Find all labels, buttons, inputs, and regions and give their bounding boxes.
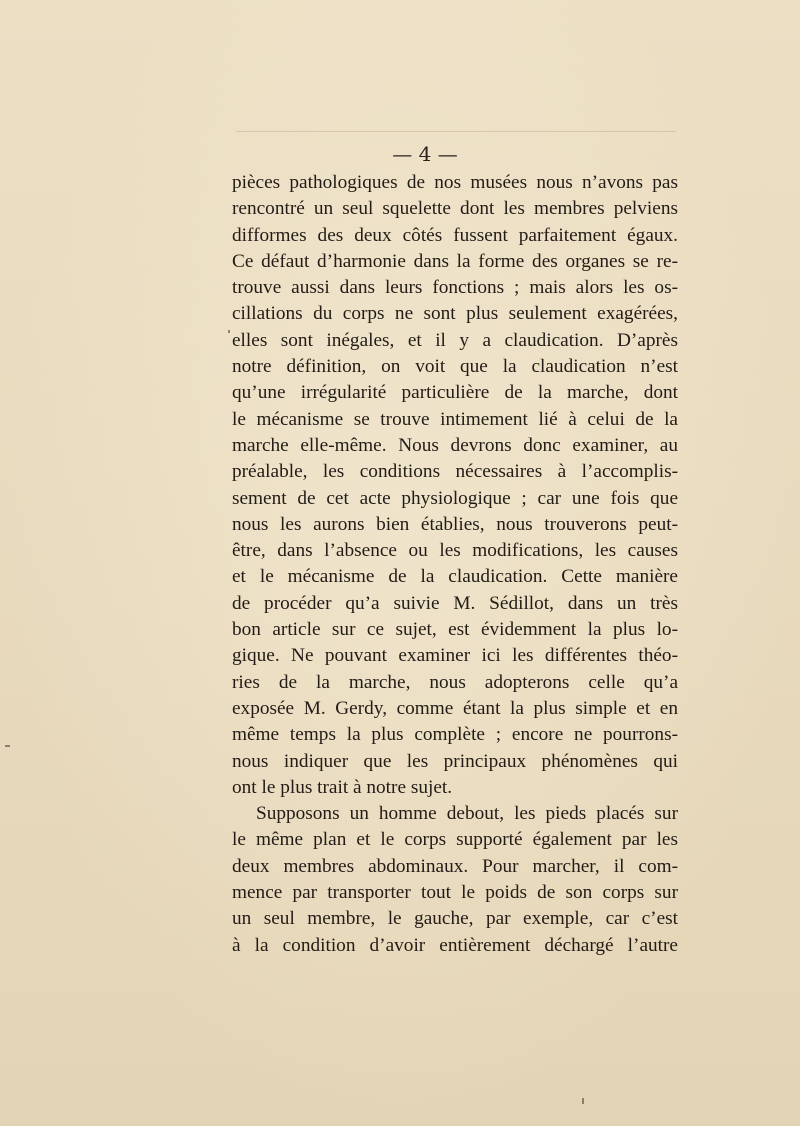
- text-line: rencontré un seul squelette dont les membres pelviens: [232, 198, 678, 220]
- text-line: marche elle-même. Nous devrons donc examiner, au: [232, 434, 678, 456]
- text-line: ries de la marche, nous adopterons celle qu’a: [232, 671, 678, 693]
- ink-speck: [582, 1098, 584, 1104]
- text-line: de procéder qu’a suivie M. Sédillot, dans un très: [232, 592, 678, 614]
- text-line: préalable, les conditions nécessaires à l’accomplis-: [232, 461, 678, 483]
- text-line: deux membres abdominaux. Pour marcher, il com-: [232, 855, 678, 877]
- body-text: [232, 170, 678, 959]
- text-line: trouve aussi dans leurs fonctions ; mais alors les os-: [232, 277, 678, 299]
- text-line: nous indiquer que les principaux phénomènes qui: [232, 750, 678, 772]
- text-line: qu’une irrégularité particulière de la marche, dont: [232, 382, 678, 404]
- text-line: un seul membre, le gauche, par exemple, car c’est: [232, 908, 678, 930]
- text-line: cillations du corps ne sont plus seulement exagérées,: [232, 303, 678, 325]
- text-line: même temps la plus complète ; encore ne pourrons-: [232, 724, 678, 746]
- text-line: elles sont inégales, et il y a claudication. D’après: [232, 329, 678, 351]
- top-rule: [236, 131, 676, 132]
- text-line: difformes des deux côtés fussent parfaitement égaux.: [232, 224, 678, 246]
- text-line: le mécanisme se trouve intimement lié à celui de la: [232, 408, 678, 430]
- text-line: et le mécanisme de la claudication. Cette manière: [232, 566, 678, 588]
- text-line: sement de cet acte physiologique ; car une fois que: [232, 487, 678, 509]
- page-number: — 4 —: [392, 142, 458, 166]
- text-line: gique. Ne pouvant examiner ici les différentes théo-: [232, 645, 678, 667]
- text-line: bon article sur ce sujet, est évidemment la plus lo-: [232, 619, 678, 641]
- text-line: être, dans l’absence ou les modifications, les causes: [232, 540, 678, 562]
- text-line: Ce défaut d’harmonie dans la forme des organes se re-: [232, 250, 678, 272]
- text-line: à la condition d’avoir entièrement déchargé l’autre: [232, 934, 678, 956]
- ink-speck: [228, 330, 230, 333]
- paragraph-start-line: Supposons un homme debout, les pieds placés sur: [256, 803, 678, 825]
- text-line: le même plan et le corps supporté également par les: [232, 829, 678, 851]
- paragraph-end-line: ont le plus trait à notre sujet.: [232, 776, 453, 798]
- text-line: nous les aurons bien établies, nous trouverons peut-: [232, 513, 678, 535]
- text-line: mence par transporter tout le poids de son corps sur: [232, 882, 678, 904]
- ink-speck: [5, 745, 10, 747]
- text-line: notre définition, on voit que la claudication n’est: [232, 356, 678, 378]
- text-line: pièces pathologiques de nos musées nous n’avons pas: [232, 172, 678, 193]
- text-line: exposée M. Gerdy, comme étant la plus simple et en: [232, 697, 678, 719]
